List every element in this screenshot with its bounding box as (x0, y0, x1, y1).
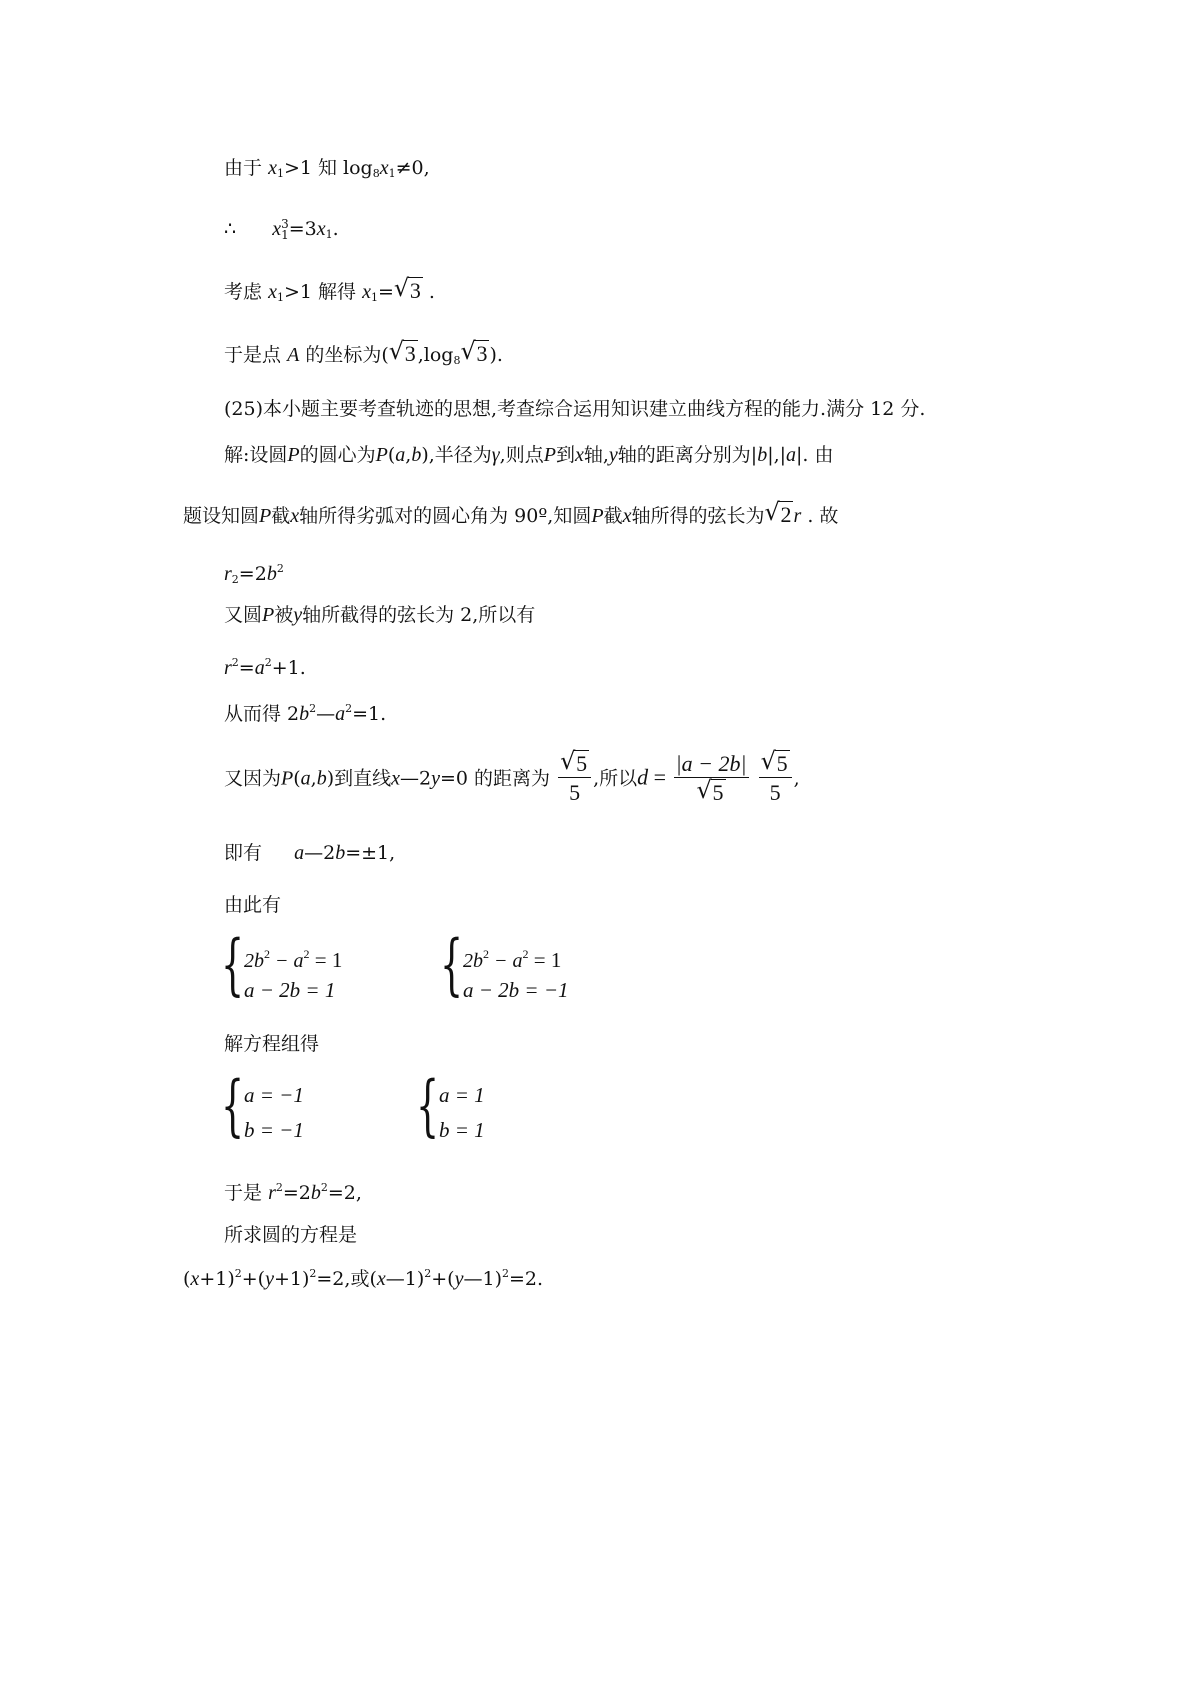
text: , (793, 767, 800, 790)
line-11 (224, 697, 386, 726)
text: 轴, (583, 444, 609, 466)
left-brace-icon: { (221, 1067, 245, 1144)
var-r: r (224, 563, 232, 585)
system-2-row-2: a − 2b = −1 (463, 978, 569, 1002)
text: . 故 (801, 505, 839, 527)
var-x: x (290, 505, 300, 527)
var-x: x (190, 1268, 200, 1290)
text: ( (387, 444, 396, 466)
text: 从而得 2 (224, 703, 300, 725)
text: 由于 (224, 157, 263, 179)
text: |. 由 (796, 444, 834, 466)
text: 的圆心为 (299, 444, 376, 466)
radical-icon: √ (760, 747, 776, 775)
line-8 (224, 557, 284, 592)
line-18 (183, 1262, 543, 1291)
var-P: P (591, 505, 604, 527)
text: 轴所得的弦长为 (631, 505, 765, 527)
var-y: y (431, 767, 440, 790)
radicand: 3 (409, 278, 421, 303)
text: 即有 (224, 842, 263, 864)
sqrt (760, 747, 790, 777)
text: 被 (274, 604, 294, 626)
superscript: 2 (320, 1181, 328, 1194)
var-b: b (411, 444, 422, 466)
subscript: 1 (370, 291, 378, 304)
subscript: 1 (281, 228, 289, 242)
text: , (310, 767, 317, 790)
var-b: b (316, 767, 327, 790)
var-x: x (272, 218, 282, 240)
text: +( (431, 1268, 455, 1290)
text: 于是 (224, 1182, 263, 1204)
var-y: y (265, 1268, 274, 1290)
solution-2-row-1: a = 1 (439, 1083, 485, 1107)
text: — (316, 703, 336, 725)
var-x: x (268, 281, 277, 303)
superscript: 2 (234, 1267, 242, 1280)
superscript: 2 (424, 1267, 432, 1280)
text: ). (489, 344, 503, 366)
text: =2. (509, 1268, 544, 1290)
radical-icon: √ (460, 337, 476, 365)
radicand: 5 (712, 780, 724, 805)
var-d: d (637, 764, 649, 790)
text: 解:设圆 (224, 444, 288, 466)
fraction-sqrt5-over-5 (759, 747, 792, 808)
line-1 (224, 156, 430, 186)
radicand: 3 (476, 341, 488, 366)
line-5: (25)本小题主要考查轨迹的思想,考查综合运用知识建立曲线方程的能力.满分 12 分. (224, 398, 926, 420)
var-b: b (757, 444, 768, 466)
line-2 (224, 217, 339, 247)
text: . (422, 281, 435, 303)
superscript: 2 (522, 947, 529, 961)
term: − a (270, 950, 304, 972)
radical-icon: √ (560, 747, 576, 775)
text: 轴的距离分别为| (617, 444, 758, 466)
var-a: a (395, 444, 406, 466)
var-a: a (786, 444, 797, 466)
system-1-row-2: a − 2b = 1 (244, 978, 336, 1002)
line-9 (224, 603, 535, 627)
text: ,log (417, 344, 454, 366)
var-x: x (376, 1268, 386, 1290)
text: =2 (238, 563, 267, 585)
var-gamma: γ (491, 444, 500, 466)
numerator: |a − 2b| (675, 751, 747, 776)
radical-icon: √ (393, 274, 410, 302)
text: 于是点 (224, 344, 282, 366)
solution-1-row-2: b = −1 (244, 1118, 304, 1142)
left-brace-icon: { (221, 926, 245, 1003)
line-6 (224, 443, 834, 467)
var-P: P (281, 767, 294, 790)
var-x: x (574, 444, 584, 466)
text: >1 知 log (283, 157, 373, 179)
radicand: 2 (780, 502, 792, 527)
line-10 (224, 651, 306, 680)
denominator: 5 (769, 780, 781, 805)
text: =±1, (345, 842, 396, 864)
superscript: 2 (264, 656, 272, 669)
text: ),半径为 (421, 444, 492, 466)
text: =2, (327, 1182, 362, 1204)
radicand: 5 (776, 751, 788, 776)
subscript: 8 (453, 354, 461, 367)
text: , (405, 444, 412, 466)
var-a: a (300, 767, 311, 790)
var-P: P (259, 505, 272, 527)
text: —2 (304, 842, 336, 864)
subscript: 8 (372, 167, 380, 180)
fraction-sqrt5-over-5 (558, 747, 591, 808)
subscript: 1 (325, 228, 333, 241)
text: +( (241, 1268, 266, 1290)
text: —1) (385, 1268, 425, 1290)
var-A: A (287, 344, 300, 366)
text: =2 (282, 1182, 311, 1204)
var-P: P (543, 444, 556, 466)
radicand: 3 (404, 341, 416, 366)
line-16 (224, 1176, 362, 1205)
var-a: a (294, 842, 305, 864)
text: 轴所截得的弦长为 2,所以有 (302, 604, 536, 626)
superscript: 2 (275, 1181, 283, 1194)
solution-1-row-1: a = −1 (244, 1083, 304, 1107)
sqrt (460, 337, 489, 367)
left-brace-icon: { (440, 926, 464, 1003)
var-a: a (254, 657, 265, 679)
line-17: 所求圆的方程是 (224, 1224, 358, 1246)
text: 到 (555, 444, 575, 466)
line-7 (183, 498, 839, 528)
text: =2,或( (316, 1268, 377, 1290)
text: —2 (400, 767, 432, 790)
text: >1 解得 (283, 281, 357, 303)
var-r: r (224, 657, 232, 679)
text: +1. (271, 657, 306, 679)
line-15: 解方程组得 (224, 1033, 320, 1055)
var-b: b (266, 563, 277, 585)
term: = 1 (528, 948, 562, 972)
text: ,则点 (499, 444, 544, 466)
system-2-row-1 (463, 940, 561, 975)
var-x: x (268, 157, 277, 179)
text: . (332, 218, 339, 240)
sqrt (697, 778, 726, 808)
text: |,| (767, 444, 787, 466)
var-b: b (335, 842, 346, 864)
superscript: 2 (264, 947, 270, 961)
term: 2b (463, 950, 483, 972)
var-x: x (362, 281, 371, 303)
text: 截 (271, 505, 291, 527)
radical-icon: √ (388, 337, 405, 365)
fraction-distance (674, 751, 749, 808)
sqrt (388, 337, 418, 367)
term: = 1 (309, 948, 343, 972)
text: =0 的距离为 (440, 767, 551, 790)
var-x: x (379, 157, 389, 179)
denominator: 5 (569, 780, 581, 805)
line-13 (224, 841, 395, 865)
term: 2b (244, 950, 264, 972)
text: = (238, 657, 255, 679)
radicand: 5 (576, 751, 588, 776)
sqrt (764, 498, 793, 528)
superscript: 2 (276, 562, 284, 575)
var-x: x (391, 767, 401, 790)
superscript: 2 (483, 947, 489, 961)
text: 题设知圆 (183, 505, 260, 527)
text: 截 (603, 505, 623, 527)
var-r: r (268, 1182, 276, 1204)
superscript: 2 (309, 1267, 317, 1280)
equals: = (648, 764, 672, 790)
var-P: P (287, 444, 300, 466)
sqrt (393, 274, 423, 304)
line-12 (224, 747, 800, 808)
var-y: y (293, 604, 303, 626)
var-P: P (262, 604, 275, 626)
text: 考虑 (224, 281, 263, 303)
superscript: 3 (281, 217, 289, 231)
text: +1) (199, 1268, 235, 1290)
var-y: y (608, 444, 618, 466)
text: )到直线 (326, 767, 392, 790)
superscript: 2 (231, 656, 239, 669)
text: ( (183, 1268, 191, 1290)
radical-icon: √ (696, 776, 712, 804)
term: − a (489, 950, 523, 972)
line-14: 由此有 (224, 894, 282, 916)
var-a: a (335, 703, 346, 725)
system-1-row-1 (244, 940, 342, 975)
text: 轴所得劣弧对的圆心角为 90º,知圆 (299, 505, 592, 527)
text: ≠0, (395, 157, 430, 179)
var-x: x (622, 505, 632, 527)
superscript: 2 (309, 702, 317, 715)
text: = (377, 281, 394, 303)
superscript: 2 (345, 702, 353, 715)
var-r: r (793, 505, 802, 527)
line-3 (224, 274, 435, 310)
text: 的坐标为( (305, 344, 389, 366)
subscript: 1 (276, 291, 284, 304)
therefore-symbol: ∴ (224, 218, 237, 240)
var-b: b (310, 1182, 321, 1204)
subscript: 2 (231, 573, 239, 586)
radical-icon: √ (764, 498, 780, 526)
var-b: b (299, 703, 310, 725)
line-4 (224, 337, 503, 373)
superscript: 2 (502, 1267, 510, 1280)
sqrt (560, 747, 589, 777)
solution-2-row-2: b = 1 (439, 1118, 485, 1142)
text: ,所以 (593, 767, 638, 790)
superscript: 2 (303, 947, 310, 961)
text: 又圆 (224, 604, 263, 626)
var-x: x (316, 218, 326, 240)
text: =1. (352, 703, 387, 725)
var-y: y (454, 1268, 464, 1290)
subscript: 1 (388, 167, 396, 180)
left-brace-icon: { (416, 1067, 440, 1144)
text: +1) (273, 1268, 310, 1290)
text: ( (293, 767, 301, 790)
text: —1) (463, 1268, 503, 1290)
text: 又因为 (224, 767, 282, 790)
text: =3 (288, 218, 317, 240)
var-P: P (375, 444, 388, 466)
subscript: 1 (276, 167, 284, 180)
